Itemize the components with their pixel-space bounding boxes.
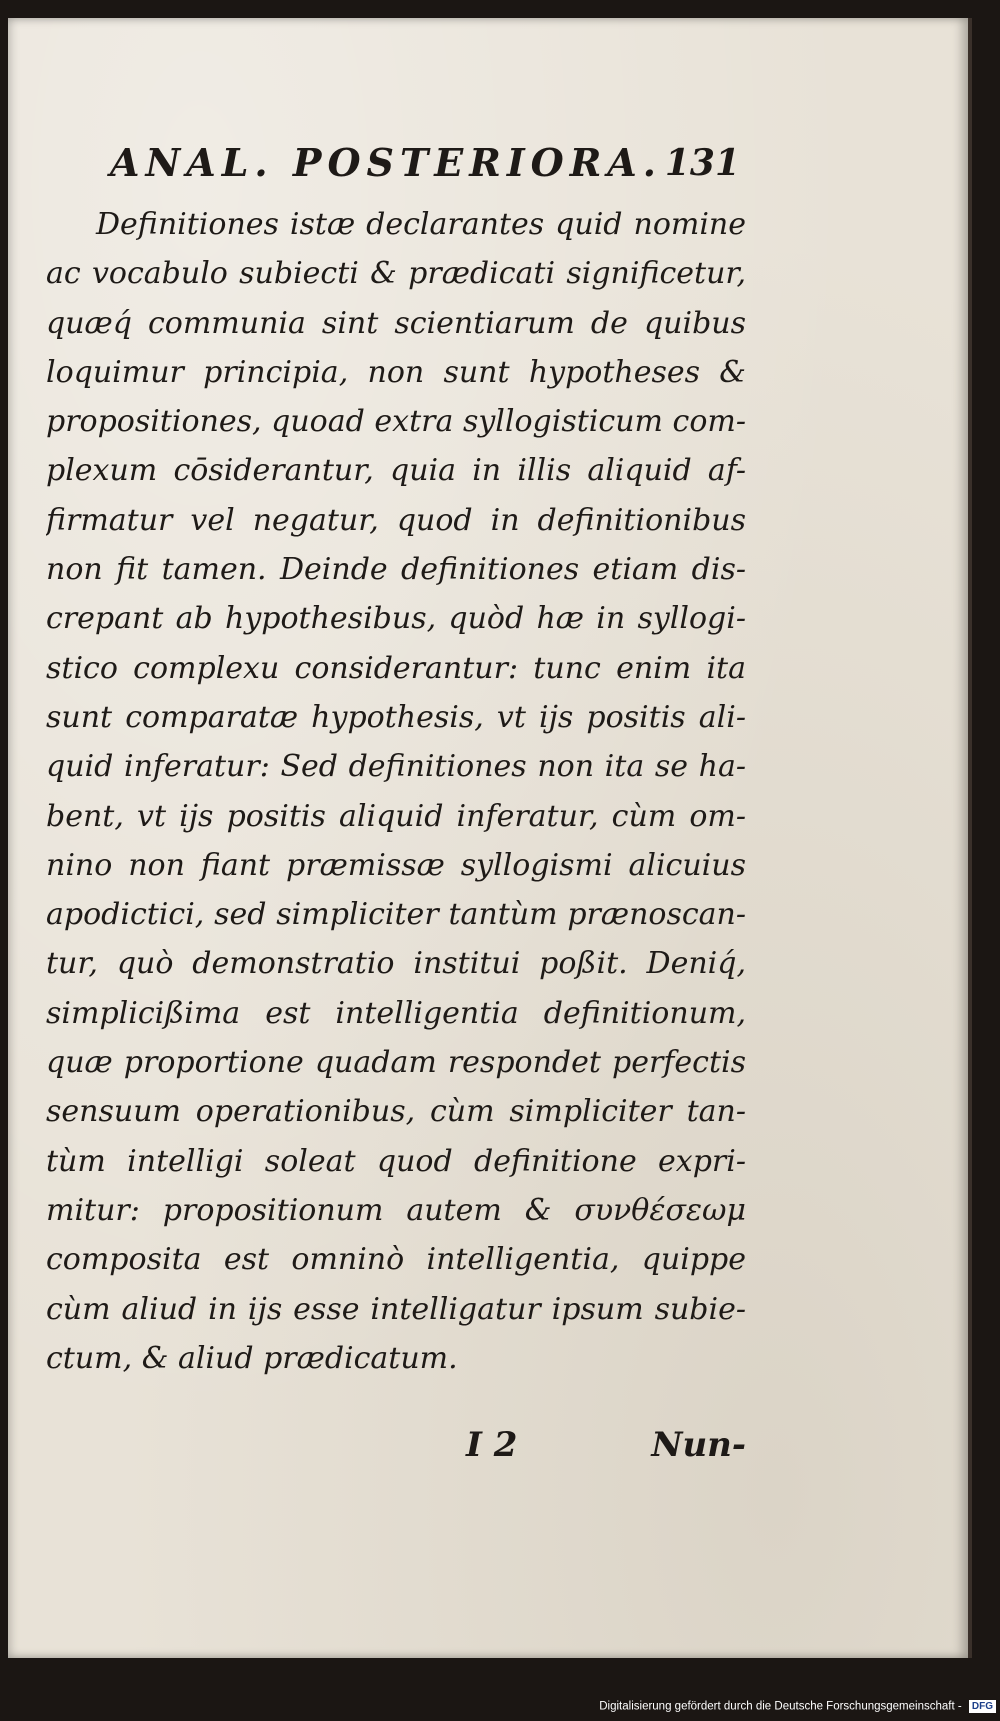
text-line: simplicißima est intelligentia definitionum, <box>46 995 746 1031</box>
text-line: propositiones, quoad extra syllogisticum com- <box>46 404 746 440</box>
text-line: apodictici, sed simpliciter tantùm prænoscan- <box>46 897 746 933</box>
text-line: sensuum operationibus, cùm simpliciter tan- <box>46 1094 746 1130</box>
dfg-logo: DFG <box>969 1700 996 1713</box>
text-line: ac vocabulo subiecti & prædicati significetur, <box>46 256 746 292</box>
text-line: tur, quò demonstratio institui poßit. Deniq́, <box>46 946 746 982</box>
text-line: non fit tamen. Deinde definitiones etiam dis- <box>46 552 746 588</box>
text-line: nino non fiant præmissæ syllogismi alicuius <box>46 847 746 883</box>
text-line: plexum cōsiderantur, quia in illis aliquid af- <box>46 453 746 489</box>
page-edge <box>968 18 972 1658</box>
text-line: stico complexu considerantur: tunc enim ita <box>46 650 746 686</box>
text-line: bent, vt ijs positis aliquid inferatur, cùm om- <box>46 798 746 834</box>
text-line: tùm intelligi soleat quod definitione expri- <box>46 1143 746 1179</box>
catchword: Nun- <box>651 1425 746 1465</box>
text-line: Definitiones istæ declarantes quid nomine <box>96 207 746 242</box>
text-line: composita est omninò intelligentia, quippe <box>46 1242 746 1278</box>
digitization-credit <box>560 1700 996 1718</box>
text-line: quid inferatur: Sed definitiones non ita se ha- <box>46 749 746 785</box>
text-line: quæ proportione quadam respondet perfectis <box>46 1045 746 1081</box>
running-title: ANAL. POSTERIORA. <box>110 140 662 185</box>
text-line: sunt comparatæ hypothesis, vt ijs positis ali- <box>46 699 746 735</box>
text-line: quæq́ communia sint scientiarum de quibus <box>46 305 746 341</box>
main-text-block <box>46 200 746 1383</box>
text-line: ctum, & aliud prædicatum. <box>46 1340 458 1376</box>
page-header <box>110 140 740 190</box>
signature-mark: I 2 <box>466 1425 518 1465</box>
credit-text: Digitalisierung gefördert durch die Deutsche Forschungsgemeinschaft - <box>599 1700 962 1713</box>
text-line: loquimur principia, non sunt hypotheses & <box>46 354 746 390</box>
page-footer <box>46 1425 746 1475</box>
text-line: mitur: propositionum autem & συνθέσεωμ <box>46 1192 746 1228</box>
page-number: 131 <box>664 142 740 184</box>
text-line: cùm aliud in ijs esse intelligatur ipsum subie- <box>46 1291 746 1327</box>
text-line: crepant ab hypothesibus, quòd hæ in syllogi- <box>46 601 746 637</box>
text-line: firmatur vel negatur, quod in definitionibus <box>46 502 746 538</box>
